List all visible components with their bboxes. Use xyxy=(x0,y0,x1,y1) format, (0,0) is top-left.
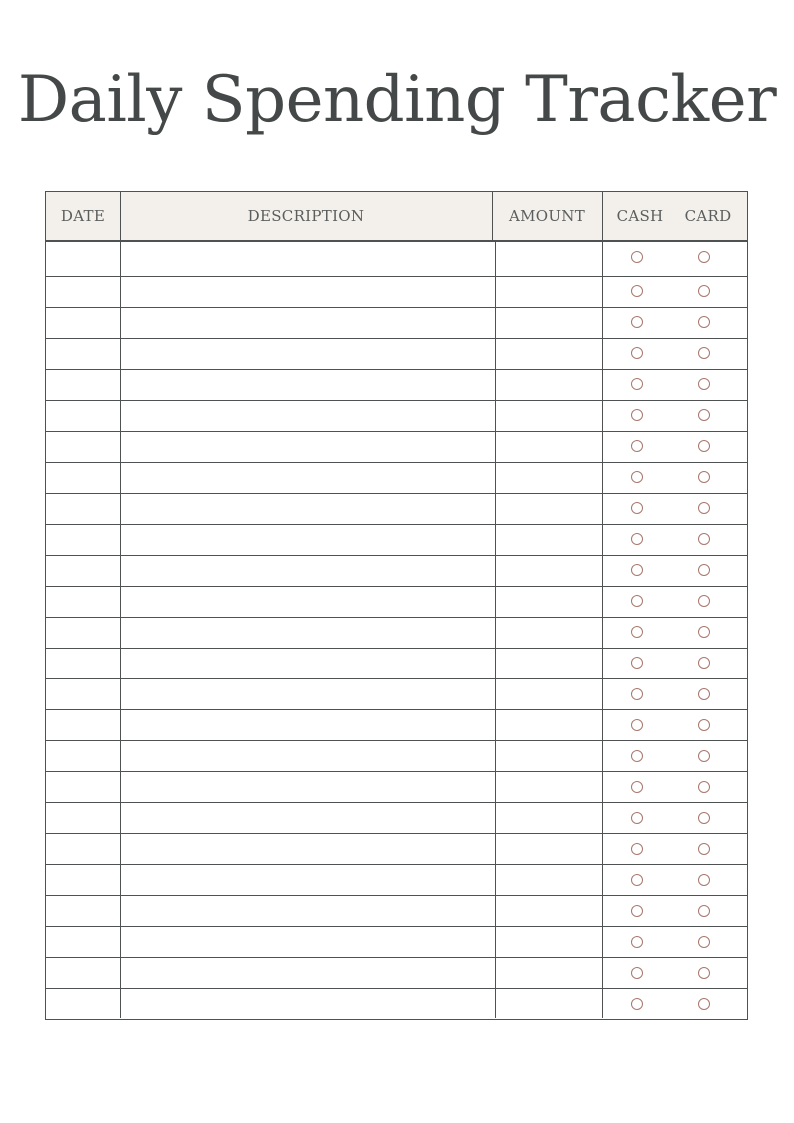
cash-option-circle[interactable] xyxy=(631,378,643,390)
table-row[interactable] xyxy=(46,338,747,369)
table-row[interactable] xyxy=(46,833,747,864)
cash-option-circle[interactable] xyxy=(631,936,643,948)
cash-option-circle[interactable] xyxy=(631,998,643,1010)
card-option-circle[interactable] xyxy=(698,564,710,576)
table-row[interactable] xyxy=(46,864,747,895)
header-cash: CASH xyxy=(616,207,664,225)
card-option-circle[interactable] xyxy=(698,471,710,483)
page-title: Daily Spending Tracker xyxy=(17,63,777,137)
table-row[interactable] xyxy=(46,740,747,771)
card-option-circle[interactable] xyxy=(698,719,710,731)
table-row[interactable] xyxy=(46,926,747,957)
table-row[interactable] xyxy=(46,400,747,431)
table-row[interactable] xyxy=(46,617,747,648)
cash-option-circle[interactable] xyxy=(631,719,643,731)
cash-option-circle[interactable] xyxy=(631,285,643,297)
cash-option-circle[interactable] xyxy=(631,812,643,824)
card-option-circle[interactable] xyxy=(698,967,710,979)
card-option-circle[interactable] xyxy=(698,781,710,793)
card-option-circle[interactable] xyxy=(698,874,710,886)
card-option-circle[interactable] xyxy=(698,843,710,855)
card-option-circle[interactable] xyxy=(698,440,710,452)
table-row[interactable] xyxy=(46,369,747,400)
cash-option-circle[interactable] xyxy=(631,967,643,979)
header-card: CARD xyxy=(684,207,732,225)
cash-option-circle[interactable] xyxy=(631,595,643,607)
cash-option-circle[interactable] xyxy=(631,409,643,421)
table-row[interactable] xyxy=(46,709,747,740)
header-amount: AMOUNT xyxy=(508,207,586,225)
cash-option-circle[interactable] xyxy=(631,843,643,855)
cash-option-circle[interactable] xyxy=(631,316,643,328)
card-option-circle[interactable] xyxy=(698,998,710,1010)
card-option-circle[interactable] xyxy=(698,502,710,514)
cash-option-circle[interactable] xyxy=(631,626,643,638)
card-option-circle[interactable] xyxy=(698,750,710,762)
card-option-circle[interactable] xyxy=(698,347,710,359)
card-option-circle[interactable] xyxy=(698,812,710,824)
header-description: DESCRIPTION xyxy=(247,207,365,225)
card-option-circle[interactable] xyxy=(698,905,710,917)
cash-option-circle[interactable] xyxy=(631,347,643,359)
cash-option-circle[interactable] xyxy=(631,781,643,793)
cash-option-circle[interactable] xyxy=(631,533,643,545)
header-date: DATE xyxy=(60,207,106,225)
card-option-circle[interactable] xyxy=(698,595,710,607)
cash-option-circle[interactable] xyxy=(631,440,643,452)
table-row[interactable] xyxy=(46,555,747,586)
table-row[interactable] xyxy=(46,493,747,524)
table-row[interactable] xyxy=(46,431,747,462)
table-row[interactable] xyxy=(46,586,747,617)
card-option-circle[interactable] xyxy=(698,533,710,545)
card-option-circle[interactable] xyxy=(698,936,710,948)
cash-option-circle[interactable] xyxy=(631,657,643,669)
cash-option-circle[interactable] xyxy=(631,874,643,886)
table-row[interactable] xyxy=(46,648,747,679)
card-option-circle[interactable] xyxy=(698,409,710,421)
table-header xyxy=(46,192,747,242)
cash-option-circle[interactable] xyxy=(631,564,643,576)
card-option-circle[interactable] xyxy=(698,657,710,669)
cash-option-circle[interactable] xyxy=(631,471,643,483)
table-body xyxy=(46,242,747,1019)
table-row[interactable] xyxy=(46,895,747,926)
table-row[interactable] xyxy=(46,307,747,338)
table-row[interactable] xyxy=(46,524,747,555)
card-option-circle[interactable] xyxy=(698,378,710,390)
table-row[interactable] xyxy=(46,462,747,493)
card-option-circle[interactable] xyxy=(698,251,710,263)
table-row[interactable] xyxy=(46,276,747,307)
table-row[interactable] xyxy=(46,802,747,833)
table-row[interactable] xyxy=(46,771,747,802)
table-row[interactable] xyxy=(46,957,747,988)
table-row[interactable] xyxy=(46,988,747,1019)
cash-option-circle[interactable] xyxy=(631,688,643,700)
table-row[interactable] xyxy=(46,678,747,709)
cash-option-circle[interactable] xyxy=(631,502,643,514)
divider-description-header xyxy=(492,192,493,242)
card-option-circle[interactable] xyxy=(698,316,710,328)
cash-option-circle[interactable] xyxy=(631,905,643,917)
cash-option-circle[interactable] xyxy=(631,750,643,762)
card-option-circle[interactable] xyxy=(698,626,710,638)
spending-table xyxy=(45,191,748,1020)
card-option-circle[interactable] xyxy=(698,285,710,297)
table-row[interactable] xyxy=(46,242,747,276)
card-option-circle[interactable] xyxy=(698,688,710,700)
cash-option-circle[interactable] xyxy=(631,251,643,263)
